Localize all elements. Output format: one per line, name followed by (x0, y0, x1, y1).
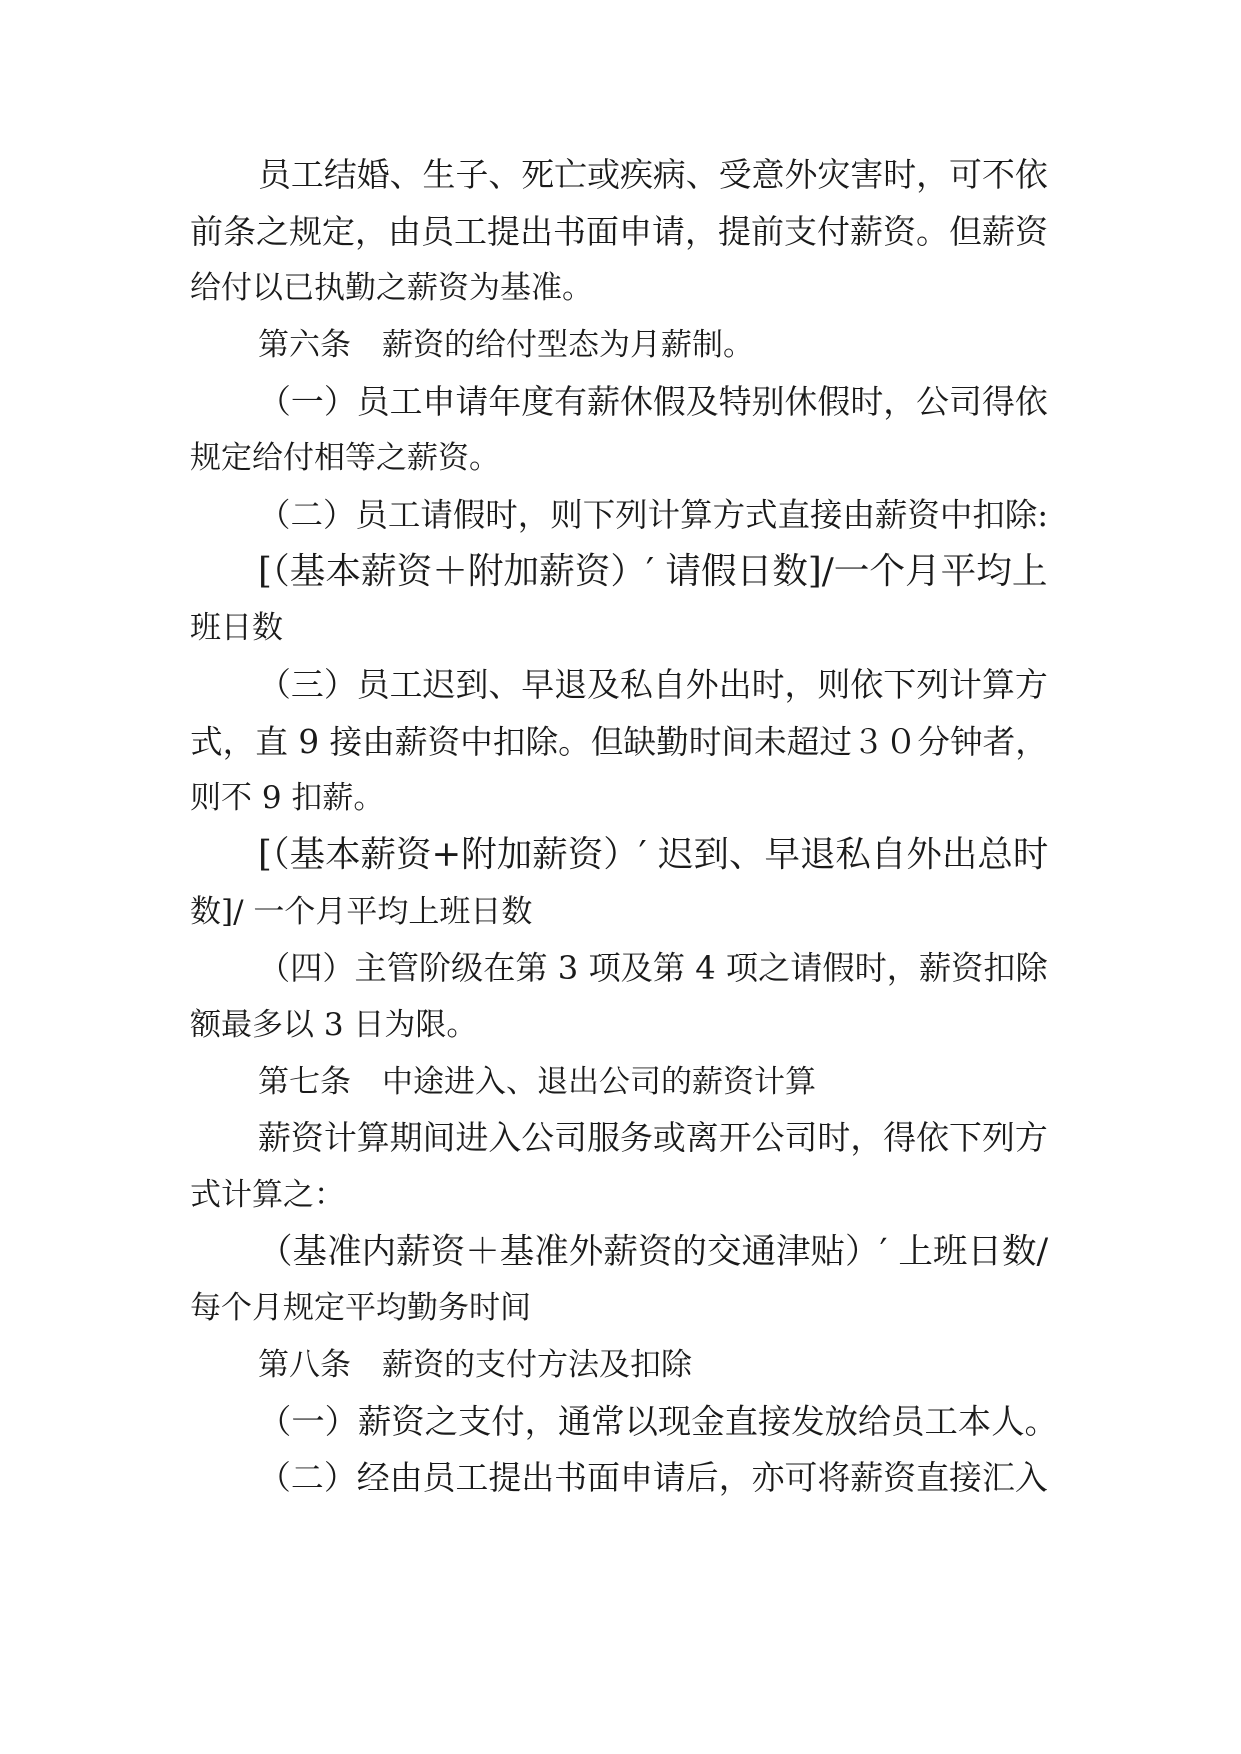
text-line: 式计算之： (190, 1177, 345, 1213)
text-line: 给付以已执勤之薪资为基准。 (190, 270, 593, 306)
text-line: 规定给付相等之薪资。 (190, 440, 500, 476)
article-heading: 第七条 中途进入、退出公司的薪资计算 (258, 1064, 816, 1100)
formula-line: [（基本薪资＋附加薪资）′ 请假日数]/一个月平均上 (258, 551, 1048, 592)
text-line: 前条之规定，由员工提出书面申请，提前支付薪资。但薪资 (190, 212, 1048, 251)
article-heading: 第六条 薪资的给付型态为月薪制。 (258, 327, 754, 363)
text-line: 薪资计算期间进入公司服务或离开公司时，得依下列方 (258, 1118, 1048, 1157)
text-line: 式，直 9 接由薪资中扣除。但缺勤时间未超过３０分钟者， (190, 723, 1048, 761)
text-line: 每个月规定平均勤务时间 (190, 1290, 531, 1326)
formula-line: [（基本薪资+附加薪资）′ 迟到、早退私自外出总时 (258, 834, 1049, 875)
text-line: （四）主管阶级在第 3 项及第 4 项之请假时，薪资扣除 (258, 949, 1048, 987)
text-line: 则不 9 扣薪。 (190, 780, 385, 816)
article-heading: 第八条 薪资的支付方法及扣除 (258, 1347, 692, 1383)
formula-line: （基准内薪资＋基准外薪资的交通津贴）′ 上班日数/ (258, 1232, 1049, 1272)
text-line: （一）员工申请年度有薪休假及特别休假时，公司得依 (258, 382, 1048, 421)
text-line: 额最多以 3 日为限。 (190, 1007, 478, 1043)
text-line: （二）经由员工提出书面申请后，亦可将薪资直接汇入 (258, 1458, 1048, 1497)
text-line: （一）薪资之支付，通常以现金直接发放给员工本人。 (258, 1402, 1058, 1441)
text-line: 员工结婚、生子、死亡或疾病、受意外灾害时，可不依 (258, 155, 1048, 194)
text-line: 数]/ 一个月平均上班日数 (190, 894, 533, 930)
text-line: （三）员工迟到、早退及私自外出时，则依下列计算方 (258, 665, 1048, 704)
text-line: 班日数 (190, 610, 283, 646)
text-line: （二）员工请假时，则下列计算方式直接由薪资中扣除: (258, 496, 1049, 534)
